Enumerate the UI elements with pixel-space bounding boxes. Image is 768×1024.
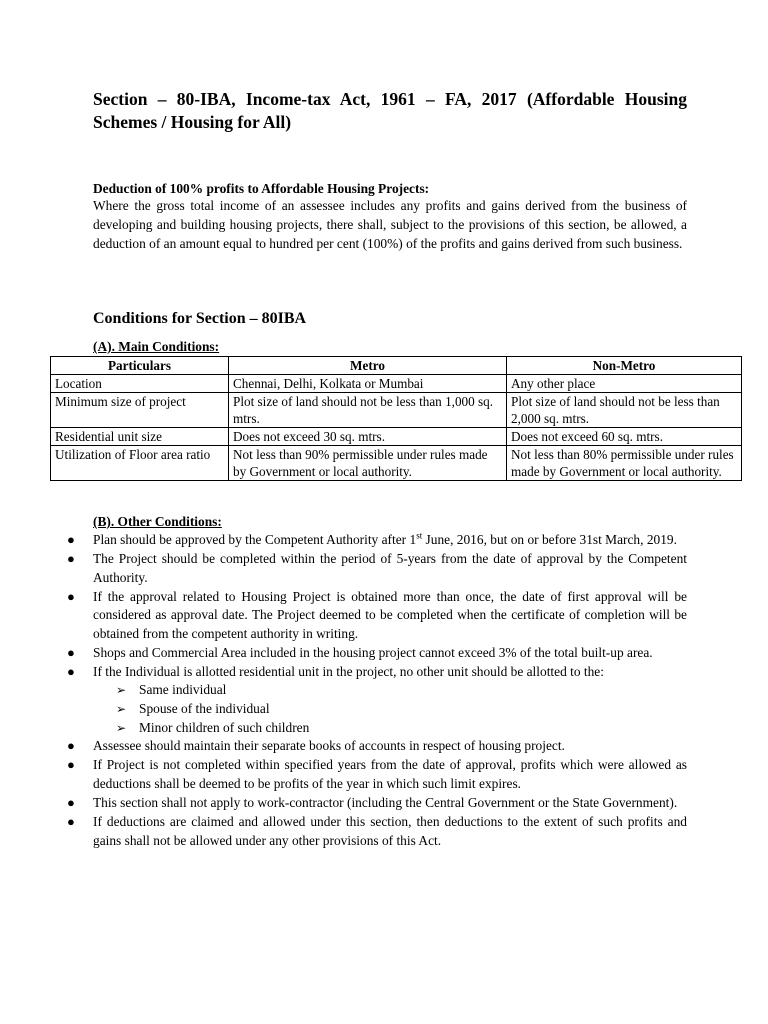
allotment-sub-list	[93, 681, 687, 737]
table-header-row	[51, 357, 742, 375]
conditions-heading: Conditions for Section – 80IBA	[93, 310, 307, 327]
arrow-bullet-icon: ➢	[116, 720, 127, 735]
deduction-paragraph: Where the gross total income of an assessee includes any profits and gains derived from the business of developing and building housing projects, there shall, subject to the provisions of this section, be allowed, a deduction of an amount equal to hundred per cent (100%) of the profits and gains derived from such business.	[93, 198, 687, 251]
table-cell: Does not exceed 60 sq. mtrs.	[507, 428, 742, 446]
list-item	[67, 588, 687, 644]
table-cell: Not less than 80% permissible under rules made by Government or local authority.	[507, 446, 742, 481]
table-cell: Plot size of land should not be less than 2,000 sq. mtrs.	[507, 393, 742, 428]
bullet-icon: ●	[67, 814, 75, 830]
sub-list-item-text: Spouse of the individual	[139, 700, 270, 716]
bullet-icon: ●	[67, 663, 75, 679]
arrow-bullet-icon: ➢	[116, 701, 127, 716]
column-header-metro: Metro	[229, 357, 507, 375]
bullet-icon: ●	[67, 738, 75, 754]
table-cell: Residential unit size	[51, 428, 229, 446]
main-conditions-heading: (A). Main Conditions:	[93, 339, 220, 354]
sub-list-item-text: Minor children of such children	[139, 719, 310, 735]
bullet-icon: ●	[67, 588, 75, 604]
table-cell: Minimum size of project	[51, 393, 229, 428]
list-item-text: This section shall not apply to work-contractor (including the Central Government or the State Government).	[93, 795, 678, 811]
page-title: Section – 80-IBA, Income-tax Act, 1961 – FA, 2017 (Affordable Housing Schemes / Housing for All)	[93, 89, 687, 132]
deduction-heading: Deduction of 100% profits to Affordable Housing Projects:	[93, 181, 430, 196]
column-header-particulars: Particulars	[51, 357, 229, 375]
list-item-text: If the Individual is allotted residential unit in the project, no other unit should be allotted to the:	[93, 663, 604, 679]
bullet-icon: ●	[67, 532, 75, 547]
list-item	[67, 663, 687, 737]
table-row	[51, 375, 742, 393]
table-cell: Location	[51, 375, 229, 393]
other-conditions-heading: (B). Other Conditions:	[93, 514, 222, 529]
list-item	[67, 530, 687, 550]
list-item-text: If the approval related to Housing Project is obtained more than once, the date of first approval will be considered as approval date. The Project deemed to be completed when the certificate of completion will be obtained from the competent authority in writing.	[93, 588, 687, 641]
arrow-bullet-icon: ➢	[116, 683, 127, 698]
table-cell: Chennai, Delhi, Kolkata or Mumbai	[229, 375, 507, 393]
list-item-text: Plan should be approved by the Competent Authority after 1	[93, 532, 417, 547]
list-item	[67, 756, 687, 793]
list-item-text: If deductions are claimed and allowed under this section, then deductions to the extent of such profits and gains shall not be allowed under any other provisions of this Act.	[93, 814, 687, 848]
table-cell: Any other place	[507, 375, 742, 393]
bullet-icon: ●	[67, 550, 75, 566]
table-cell: Plot size of land should not be less than 1,000 sq. mtrs.	[229, 393, 507, 428]
table-row	[51, 446, 742, 481]
list-item-text: The Project should be completed within the period of 5-years from the date of approval by the Competent Authority.	[93, 550, 687, 585]
other-conditions-list	[67, 530, 687, 851]
ordinal-suffix: st	[416, 530, 423, 541]
main-conditions-table	[50, 356, 742, 481]
list-item-text: Shops and Commercial Area included in the housing project cannot exceed 3% of the total built-up area.	[93, 644, 653, 660]
list-item	[67, 644, 687, 663]
list-item	[67, 737, 687, 756]
sub-list-item	[116, 700, 687, 719]
sub-list-item	[116, 681, 687, 700]
table-row	[51, 428, 742, 446]
column-header-non-metro: Non-Metro	[507, 357, 742, 375]
bullet-icon: ●	[67, 757, 75, 773]
table-row	[51, 393, 742, 428]
bullet-icon: ●	[67, 644, 75, 660]
sub-list-item-text: Same individual	[139, 682, 227, 698]
list-item	[67, 550, 687, 587]
list-item	[67, 794, 687, 813]
sub-list-item	[116, 719, 687, 738]
table-cell: Utilization of Floor area ratio	[51, 446, 229, 481]
bullet-icon: ●	[67, 795, 75, 811]
list-item-text: Assessee should maintain their separate books of accounts in respect of housing project.	[93, 738, 565, 754]
list-item-text: If Project is not completed within specified years from the date of approval, profits which were allowed as deductions shall be deemed to be profits of the year in which such limit expires.	[93, 757, 687, 792]
list-item	[67, 813, 687, 850]
table-cell: Does not exceed 30 sq. mtrs.	[229, 428, 507, 446]
table-cell: Not less than 90% permissible under rules made by Government or local authority.	[229, 446, 507, 481]
list-item-text: June, 2016, but on or before 31st March, 2019.	[422, 532, 677, 547]
